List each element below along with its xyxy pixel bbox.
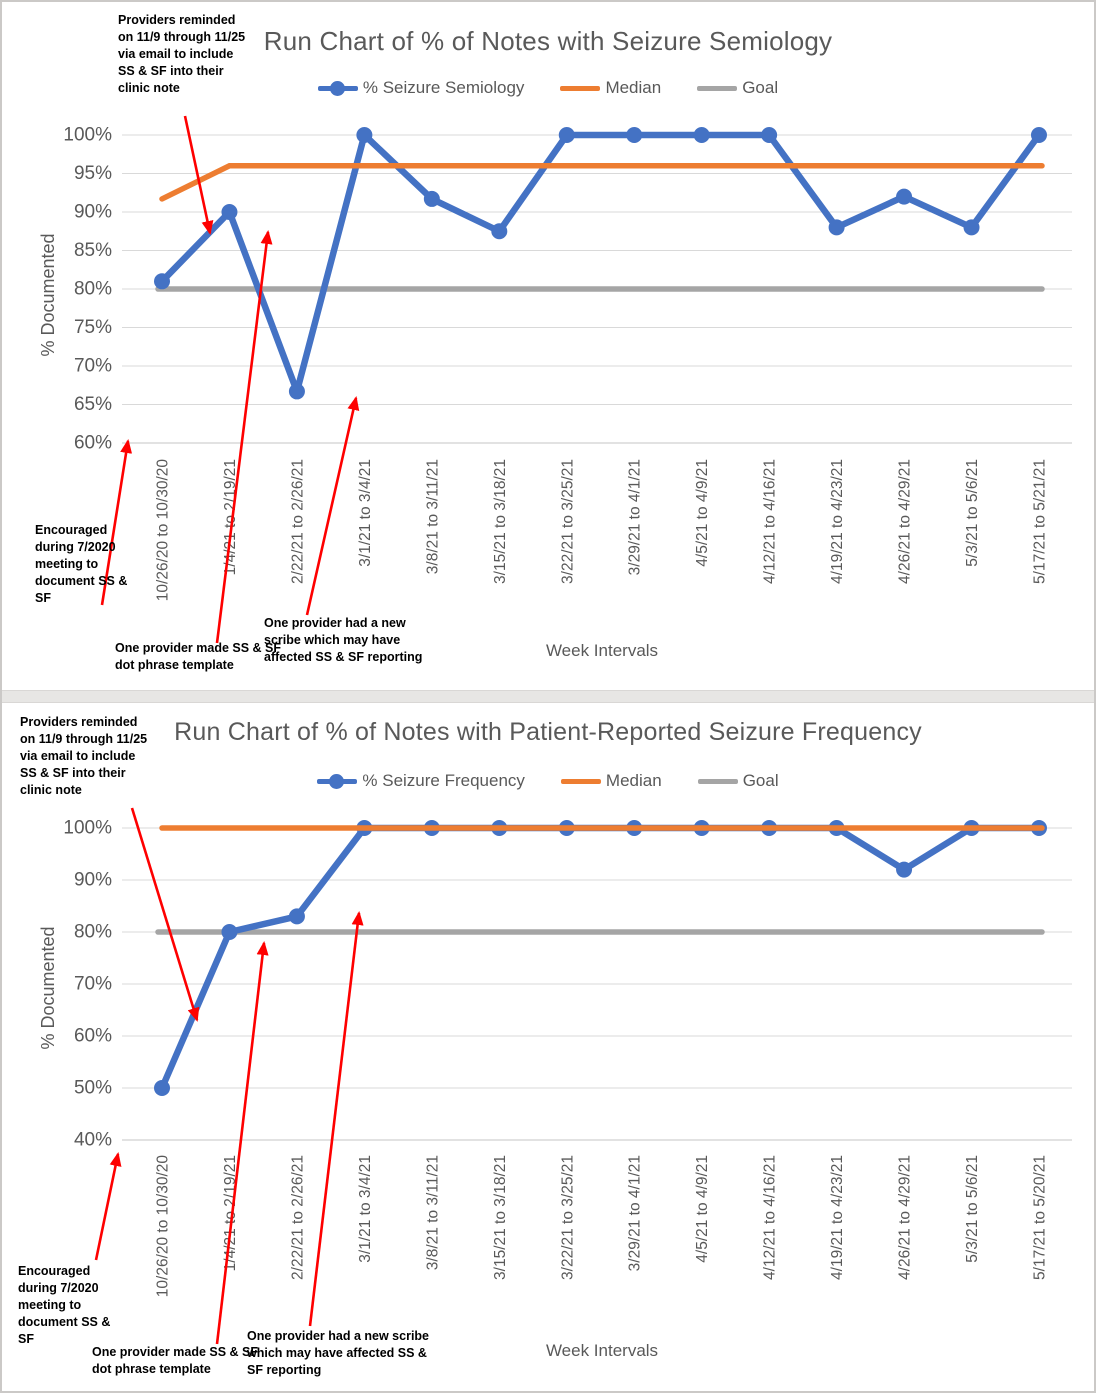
y-tick-label: 50% — [73, 1077, 112, 1099]
x-tick-label: 4/19/21 to 4/23/21 — [829, 1155, 847, 1280]
legend-item-goal — [697, 78, 778, 98]
data-point-marker — [829, 219, 845, 235]
x-tick-label: 3/22/21 to 3/25/21 — [559, 1155, 577, 1280]
annotation-providers-reminded: Providers reminded on 11/9 through 11/25 via email to include SS & SF into their clinic note — [118, 13, 246, 95]
y-tick-label: 85% — [73, 240, 112, 261]
legend-label: Median — [605, 771, 662, 790]
data-point-marker — [761, 127, 777, 143]
legend-label: Goal — [742, 771, 779, 790]
legend-label: % Seizure Semiology — [362, 78, 525, 97]
legend-item-series — [317, 771, 525, 791]
data-point-marker — [289, 383, 305, 399]
chart-title-frequency: Run Chart of % of Notes with Patient-Reported Seizure Frequency — [174, 718, 922, 746]
median-line-swatch-icon — [560, 86, 600, 91]
x-tick-label: 10/26/20 to 10/30/20 — [154, 1155, 172, 1298]
chart-title-semiology: Run Chart of % of Notes with Seizure Semiology — [263, 26, 833, 56]
x-tick-label: 2/22/21 to 2/26/21 — [289, 459, 307, 584]
y-tick-label: 90% — [73, 869, 112, 891]
x-tick-label: 4/26/21 to 4/29/21 — [896, 1155, 914, 1280]
y-tick-label: 100% — [63, 817, 112, 839]
series-line-swatch-icon — [318, 86, 358, 91]
x-tick-label: 4/5/21 to 4/9/21 — [694, 459, 712, 567]
annotation-encouraged-meeting: Encouraged during 7/2020 meeting to document SS & SF — [35, 523, 128, 605]
y-tick-label: 75% — [73, 317, 112, 338]
x-tick-label: 3/15/21 to 3/18/21 — [491, 459, 509, 584]
legend-item-median — [560, 78, 661, 98]
data-point-marker — [964, 219, 980, 235]
annotation-dot-phrase: One provider made SS & SF dot phrase template — [92, 1345, 259, 1376]
goal-line-swatch-icon — [697, 86, 737, 91]
y-tick-label: 80% — [73, 278, 112, 300]
data-point-marker — [1031, 127, 1047, 143]
data-point-marker — [154, 273, 170, 289]
x-tick-label: 4/12/21 to 4/16/21 — [761, 1155, 779, 1280]
series-line-swatch-icon — [317, 779, 357, 784]
x-axis-title: Week Intervals — [545, 641, 659, 660]
annotation-arrow — [307, 398, 356, 615]
annotation-encouraged-meeting: Encouraged during 7/2020 meeting to document SS & SF — [18, 1264, 111, 1346]
y-tick-label: 70% — [73, 355, 112, 377]
y-tick-label: 65% — [73, 394, 112, 415]
x-tick-label: 5/17/21 to 5/21/21 — [1031, 459, 1049, 584]
legend-item-series — [318, 78, 525, 98]
x-tick-label: 1/4/21 to 2/19/21 — [221, 1155, 239, 1272]
legend-label: % Seizure Frequency — [362, 771, 525, 790]
data-point-marker — [221, 924, 237, 940]
annotation-arrow — [96, 1154, 118, 1260]
x-tick-label: 4/26/21 to 4/29/21 — [896, 459, 914, 584]
data-point-marker — [491, 223, 507, 239]
annotation-arrow — [217, 232, 268, 643]
annotation-dot-phrase: One provider made SS & SF dot phrase template — [115, 641, 282, 672]
legend-frequency — [2, 771, 1094, 791]
annotation-arrow — [217, 943, 264, 1344]
data-point-marker — [221, 204, 237, 220]
series-dot-icon — [330, 81, 345, 96]
x-tick-label: 3/8/21 to 3/11/21 — [424, 459, 442, 575]
annotation-arrow — [310, 913, 359, 1326]
x-tick-label: 3/29/21 to 4/1/21 — [626, 459, 644, 576]
y-tick-label: 40% — [73, 1129, 112, 1151]
y-tick-label: 90% — [73, 201, 112, 223]
y-tick-label: 80% — [73, 921, 112, 943]
data-point-marker — [626, 127, 642, 143]
legend-item-goal — [698, 771, 779, 791]
x-tick-label: 3/1/21 to 3/4/21 — [356, 1155, 374, 1263]
x-tick-label: 5/17/21 to 5/20/21 — [1031, 1155, 1049, 1280]
panel-divider — [2, 690, 1094, 703]
y-tick-label: 70% — [73, 973, 112, 995]
x-tick-label: 10/26/20 to 10/30/20 — [154, 459, 172, 602]
x-tick-label: 4/19/21 to 4/23/21 — [829, 459, 847, 584]
data-point-marker — [896, 862, 912, 878]
x-tick-label: 1/4/21 to 2/19/21 — [221, 459, 239, 576]
annotation-providers-reminded: Providers reminded on 11/9 through 11/25 via email to include SS & SF into their clinic note — [20, 715, 148, 797]
series-dot-icon — [329, 774, 344, 789]
x-axis-title: Week Intervals — [545, 1341, 659, 1360]
x-tick-label: 3/22/21 to 3/25/21 — [559, 459, 577, 584]
data-point-marker — [559, 127, 575, 143]
annotation-new-scribe: One provider had a new scribe which may have affected SS & SF reporting — [247, 1329, 430, 1377]
goal-line-swatch-icon — [698, 779, 738, 784]
data-point-marker — [694, 127, 710, 143]
y-tick-label: 60% — [73, 1025, 112, 1047]
data-point-marker — [356, 127, 372, 143]
legend-label: Median — [605, 78, 662, 97]
x-tick-label: 5/3/21 to 5/6/21 — [964, 459, 982, 567]
annotation-new-scribe: One provider had a new scribe which may have affected SS & SF reporting — [264, 616, 423, 664]
x-tick-label: 5/3/21 to 5/6/21 — [964, 1155, 982, 1263]
data-point-marker — [154, 1080, 170, 1096]
x-tick-label: 4/12/21 to 4/16/21 — [761, 459, 779, 584]
annotation-arrow — [132, 808, 197, 1020]
legend-label: Goal — [742, 78, 779, 97]
x-tick-label: 3/29/21 to 4/1/21 — [626, 1155, 644, 1272]
x-tick-label: 4/5/21 to 4/9/21 — [694, 1155, 712, 1263]
legend-item-median — [561, 771, 662, 791]
data-point-marker — [896, 189, 912, 205]
x-tick-label: 3/1/21 to 3/4/21 — [356, 459, 374, 567]
y-tick-label: 100% — [63, 124, 112, 146]
y-tick-label: 95% — [73, 163, 112, 184]
x-tick-label: 3/8/21 to 3/11/21 — [424, 1155, 442, 1271]
y-tick-label: 60% — [73, 432, 112, 454]
x-tick-label: 2/22/21 to 2/26/21 — [289, 1155, 307, 1280]
median-line-swatch-icon — [561, 779, 601, 784]
data-point-marker — [289, 908, 305, 924]
x-tick-label: 3/15/21 to 3/18/21 — [491, 1155, 509, 1280]
data-point-marker — [424, 191, 440, 207]
y-axis-title: % Documented — [38, 233, 58, 357]
y-axis-title: % Documented — [38, 926, 58, 1050]
